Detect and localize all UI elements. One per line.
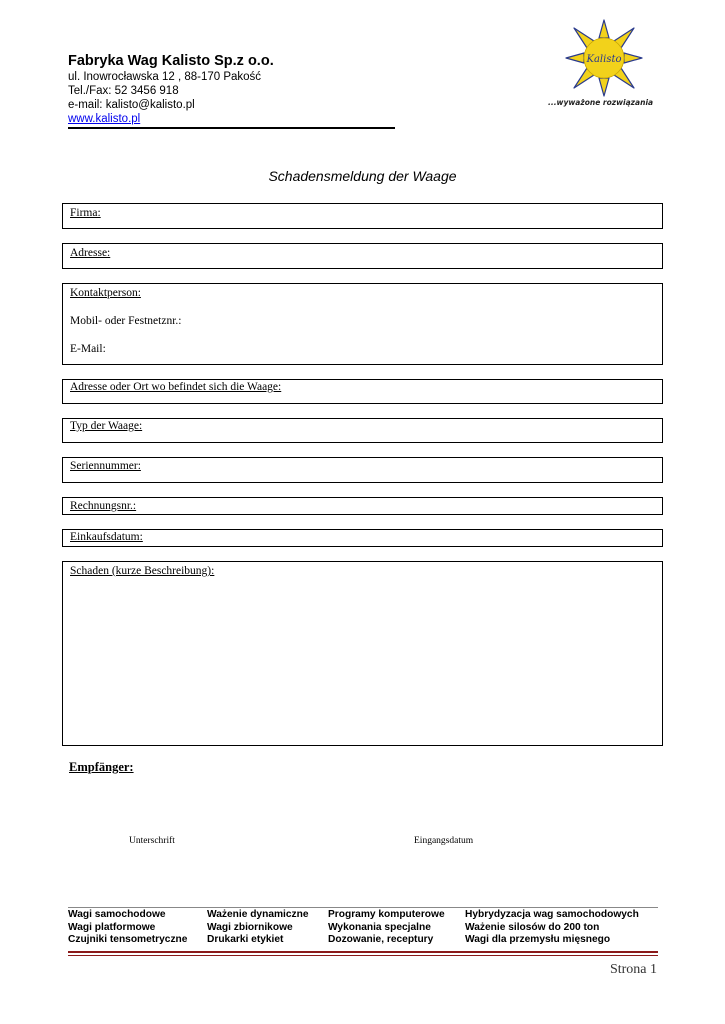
einkaufsdatum-field[interactable] xyxy=(62,529,663,547)
footer-item: Wagi dla przemysłu mięsnego xyxy=(465,934,611,945)
footer-divider-thick xyxy=(68,951,658,953)
company-email: e-mail: kalisto@kalisto.pl xyxy=(68,99,195,111)
signature-label: Unterschrift xyxy=(129,836,175,846)
company-header xyxy=(68,52,398,126)
company-website-link[interactable]: www.kalisto.pl xyxy=(68,113,141,125)
company-name: Fabryka Wag Kalisto Sp.z o.o. xyxy=(68,53,274,69)
footer-column-4 xyxy=(465,909,639,947)
company-phone: Tel./Fax: 52 3456 918 xyxy=(68,85,179,97)
contact-field-group[interactable] xyxy=(62,283,663,365)
company-address: ul. Inowrocławska 12 , 88-170 Pakość xyxy=(68,71,262,83)
firma-label: Firma: xyxy=(70,207,101,219)
footer-item: Wagi zbiornikowe xyxy=(207,921,293,933)
page-number: Strona 1 xyxy=(609,962,657,977)
form-title xyxy=(0,168,725,184)
location-label: Adresse oder Ort wo befindet sich die Waage: xyxy=(70,381,282,393)
seriennummer-label: Seriennummer: xyxy=(70,460,141,472)
footer-column-1 xyxy=(68,909,187,947)
schaden-label: Schaden (kurze Beschreibung): xyxy=(70,565,215,577)
footer-item: Drukarki etykiet xyxy=(207,934,284,945)
footer-item: Ważenie dynamiczne xyxy=(207,909,309,920)
einkaufsdatum-label: Einkaufsdatum: xyxy=(70,531,143,543)
logo-text: Kalisto xyxy=(586,54,622,65)
telefon-label: Mobil- oder Festnetznr.: xyxy=(70,315,182,327)
typ-label: Typ der Waage: xyxy=(70,420,143,432)
footer-item: Wagi samochodowe xyxy=(68,909,166,920)
firma-field[interactable] xyxy=(62,203,663,229)
footer-item: Ważenie silosów do 200 ton xyxy=(465,921,600,933)
footer-top-divider xyxy=(68,907,658,908)
footer-item: Czujniki tensometryczne xyxy=(68,934,188,945)
footer-item: Wagi platformowe xyxy=(68,921,156,933)
adresse-label: Adresse: xyxy=(70,247,111,259)
footer-item: Programy komputerowe xyxy=(328,909,445,920)
footer-column-3 xyxy=(328,909,445,947)
footer-item: Wykonania specjalne xyxy=(328,921,431,933)
recipient-label: Empfänger: xyxy=(69,760,134,774)
received-date-label: Eingangsdatum xyxy=(414,836,474,846)
footer-item: Hybrydyzacja wag samochodowych xyxy=(465,909,639,920)
footer-column-2 xyxy=(207,909,309,947)
rechnungsnr-field[interactable] xyxy=(62,497,663,515)
header-divider xyxy=(68,127,395,129)
footer-divider-thin xyxy=(68,955,658,956)
rechnungsnr-label: Rechnungsnr.: xyxy=(70,500,137,512)
adresse-field[interactable] xyxy=(62,243,663,269)
location-field[interactable] xyxy=(62,379,663,404)
form-title-text: Schadensmeldung der Waage xyxy=(268,168,457,184)
schaden-field[interactable] xyxy=(62,561,663,746)
kontaktperson-label: Kontaktperson: xyxy=(70,287,141,299)
typ-field[interactable] xyxy=(62,418,663,443)
logo-slogan: ...wyważone rozwiązania xyxy=(548,98,654,107)
seriennummer-field[interactable] xyxy=(62,457,663,483)
footer-item: Dozowanie, receptury xyxy=(328,934,434,945)
email-label: E-Mail: xyxy=(70,343,106,355)
